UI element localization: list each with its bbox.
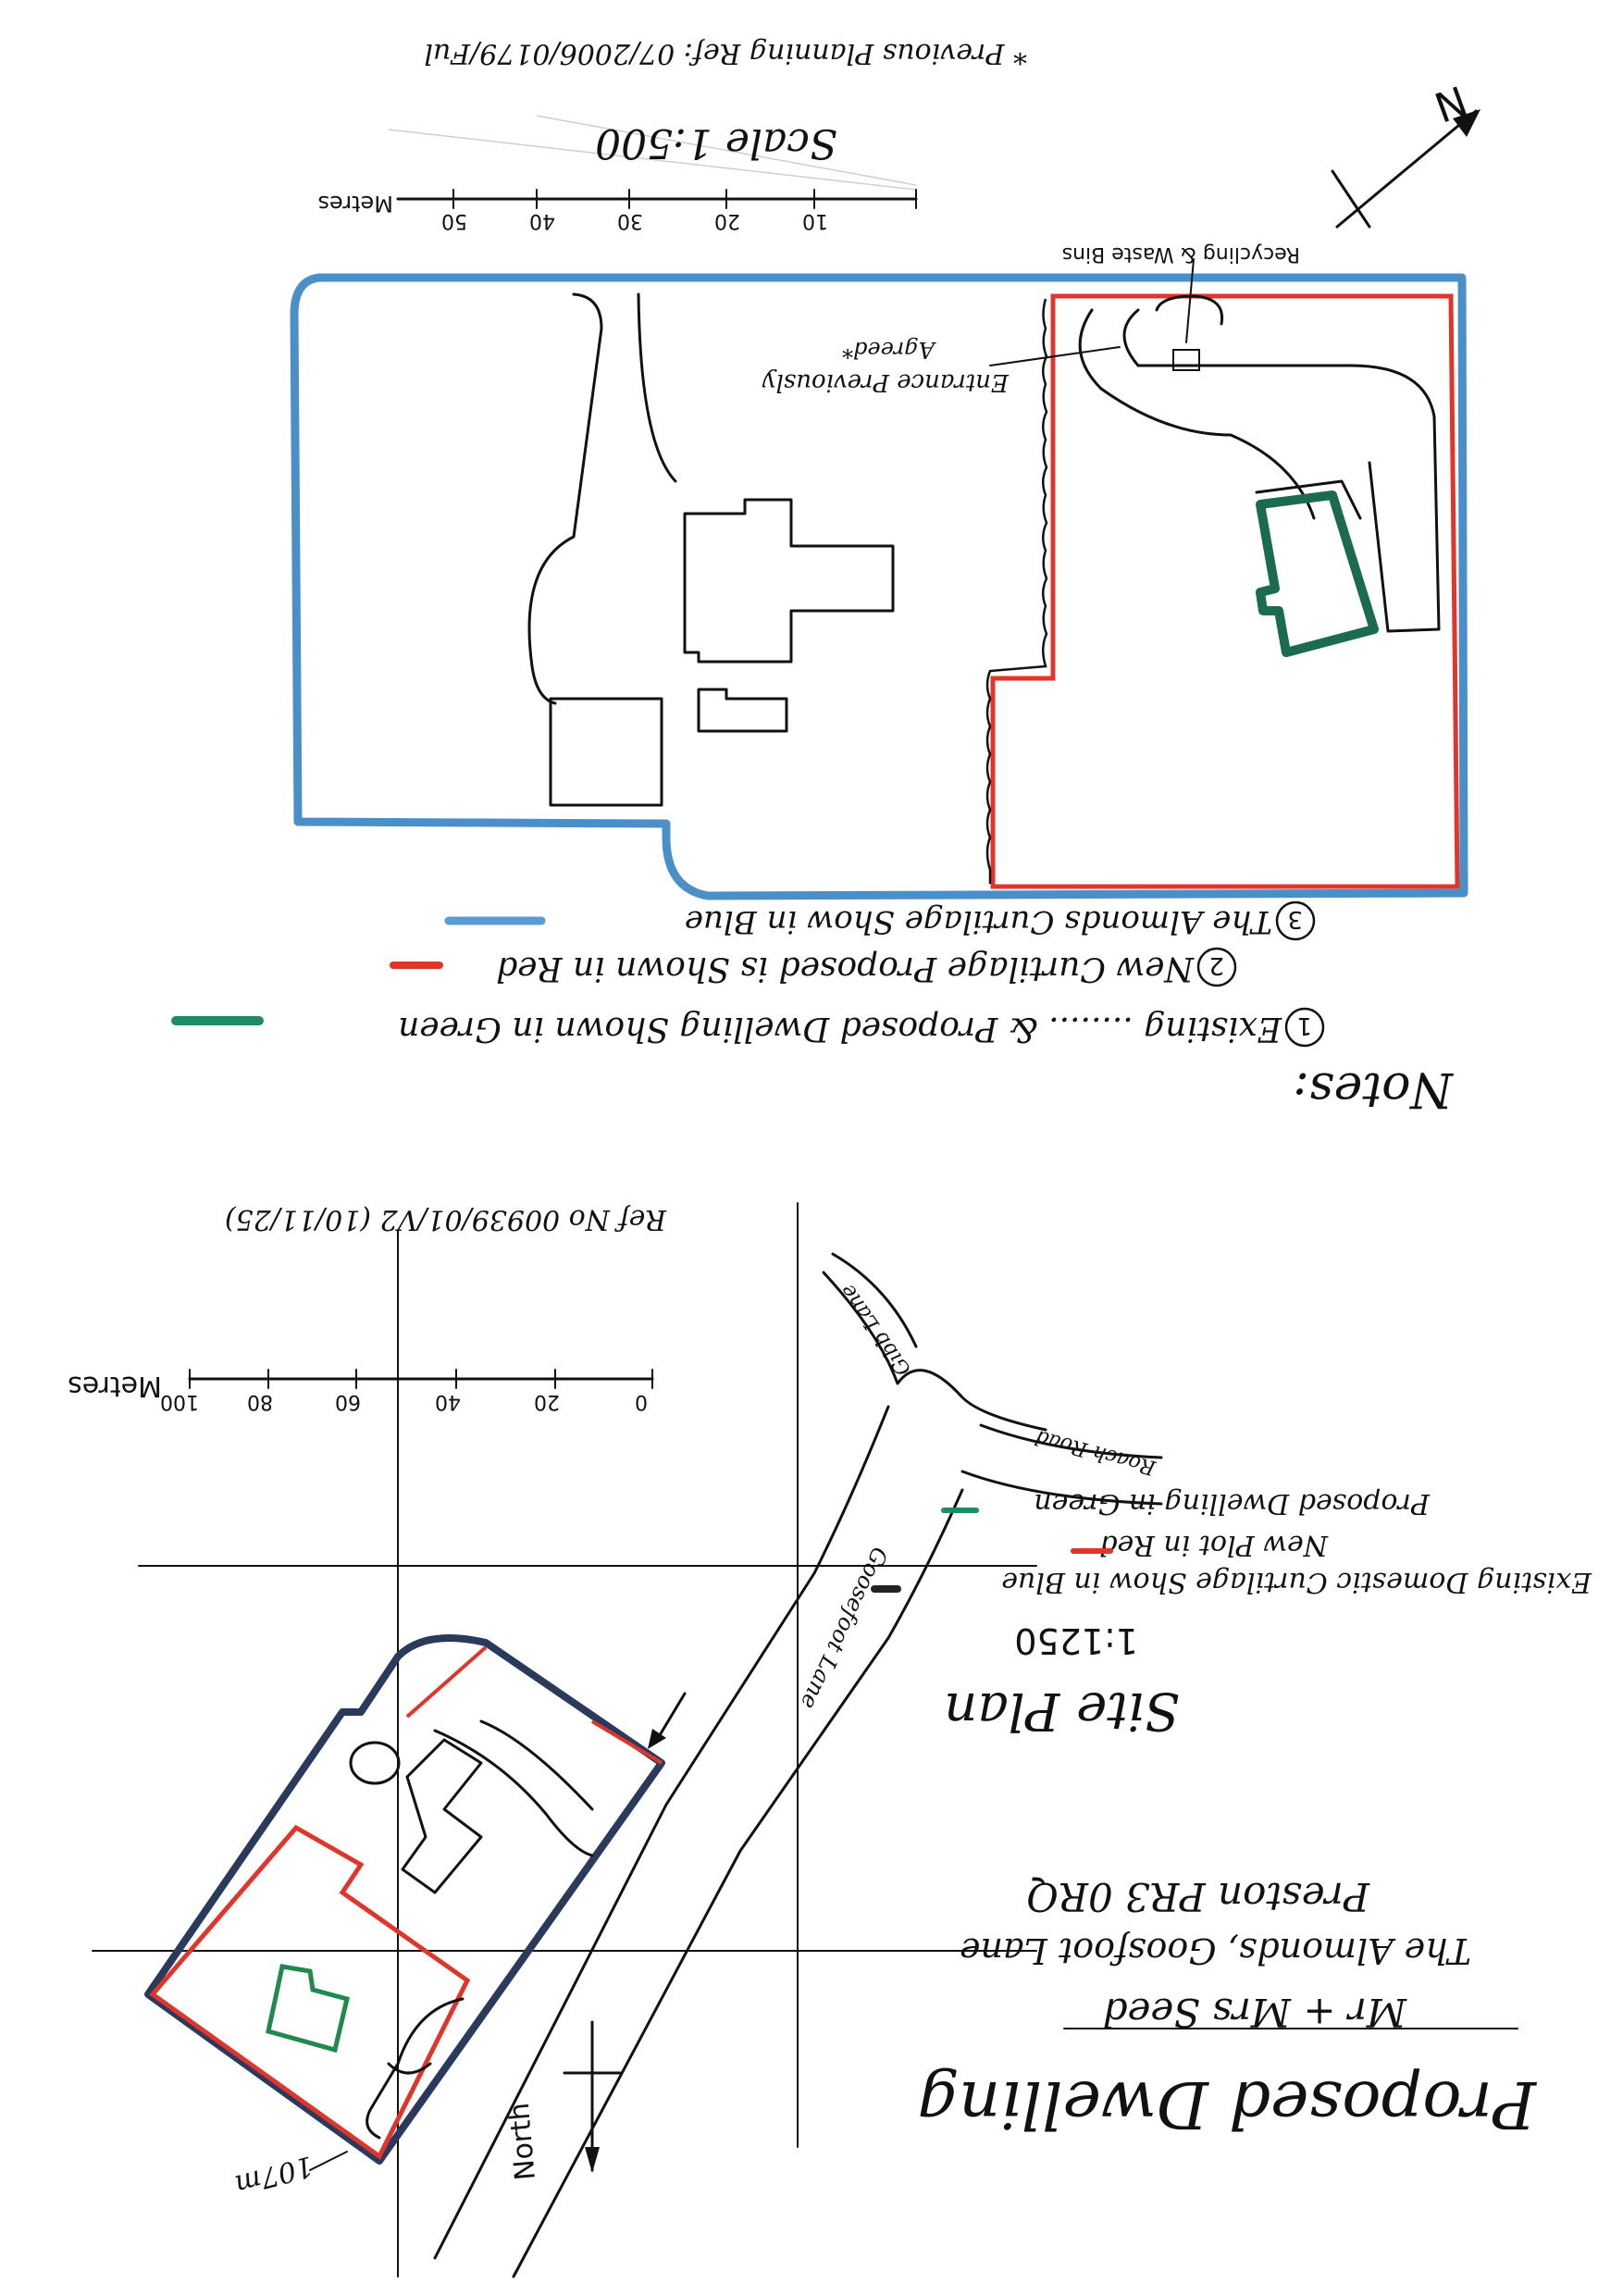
notes-title: Notes: [1293,1061,1453,1117]
bottom-scale-tick-60: 60 [335,1390,361,1413]
north-label-bottom: North [502,2101,542,2182]
bottom-scale-tick-20: 20 [534,1390,560,1413]
bottom-scale-bar [68,1370,652,1413]
existing-outbuilding-large [551,699,662,805]
note-1-num: 1 [1296,1011,1312,1039]
dimension-label: 107m [231,2149,316,2202]
existing-house-bottom [403,1740,481,1893]
entrance-label-line2: Agreed* [842,337,935,363]
road-gooseford-lane: Goosefoot Lane [795,1543,893,1714]
existing-house [685,500,893,662]
north-arrow-top [1332,76,1481,227]
top-scale-tick-20: 20 [714,209,740,232]
bottom-scale-tick-0: 0 [635,1390,648,1413]
top-scale-tick-50: 50 [441,209,467,232]
plot-red-edge [407,1647,662,1763]
note-3-text: The Almonds Curtilage Show in Blue [684,903,1272,940]
road-roach-road: Roach Road [1033,1424,1158,1480]
bottom-scale-unit: Metres [68,1370,162,1402]
top-scale-unit: Metres [317,191,393,217]
bottom-ref: Ref No 00939/01/V2 (10/11/25) [224,1203,666,1235]
bin-store [1173,350,1199,370]
top-scale-tick-40: 40 [529,209,555,232]
existing-outbuilding-small [699,689,787,731]
proposed-driveway [1080,310,1439,631]
dimension-leader [310,2152,347,2170]
top-scale-bar [318,190,917,232]
site-plan-scale: 1:1250 [1014,1620,1138,1661]
bins-leader [1186,259,1194,342]
top-scale-tick-10: 10 [802,209,828,232]
proposed-dwelling-top [1260,495,1374,652]
gibb-lane-road [824,1254,1046,1430]
note-2-num: 2 [1208,951,1224,979]
round-feature [351,1743,399,1783]
bins-label: Recycling & Waste Bins [1061,242,1300,266]
note-2-text: New Curtilage Proposed is Shown in Red [496,949,1194,987]
existing-driveway [529,294,675,703]
proposed-dwelling-bottom [268,1967,347,2050]
existing-curtilage-plot [148,1638,662,2161]
access-arrow [657,1694,685,1740]
top-scale-label: Scale 1:500 [595,119,837,167]
note-3-num: 3 [1287,905,1303,933]
north-letter: N [1428,75,1473,130]
bottom-scale-tick-40: 40 [435,1390,461,1413]
bottom-scale-tick-100: 100 [160,1390,199,1413]
legend-existing-curtilage: Existing Domestic Curtilage Show in Blue [1001,1566,1592,1598]
title-main: Proposed Dwelling [917,2066,1536,2142]
new-curtilage-boundary [993,296,1457,887]
entrance-label-line1: Entrance Previously [762,368,1009,396]
road-gibb-lane: Gibb Lane [836,1279,916,1380]
legend-new-plot: New Plot in Red [1099,1529,1328,1561]
title-client: Mr + Mrs Seed [1102,1990,1406,2035]
bottom-legend [874,1487,1592,1598]
previous-planning-ref: * Previous Planning Ref: 07/2006/0179/Ful [424,37,1027,69]
note-1-text: Existing ........ & Proposed Dwelling Shown in Green [398,1010,1282,1048]
title-address1: The Almonds, Goosfoot Lane [960,1930,1471,1971]
notes-block [176,902,1455,1117]
site-plan-title: Site Plan [944,1681,1180,1741]
access-arrow-head [648,1729,666,1749]
top-scale-tick-30: 30 [617,209,643,232]
title-block [917,1874,1538,2142]
north-arrow-bottom [503,2022,620,2181]
bottom-scale-tick-80: 80 [247,1390,273,1413]
legend-proposed-dwelling: Proposed Dwelling in Green [1034,1487,1430,1520]
existing-drive-bottom [435,1721,592,1855]
title-address2: Preston PR3 0RQ [1026,1874,1369,1919]
